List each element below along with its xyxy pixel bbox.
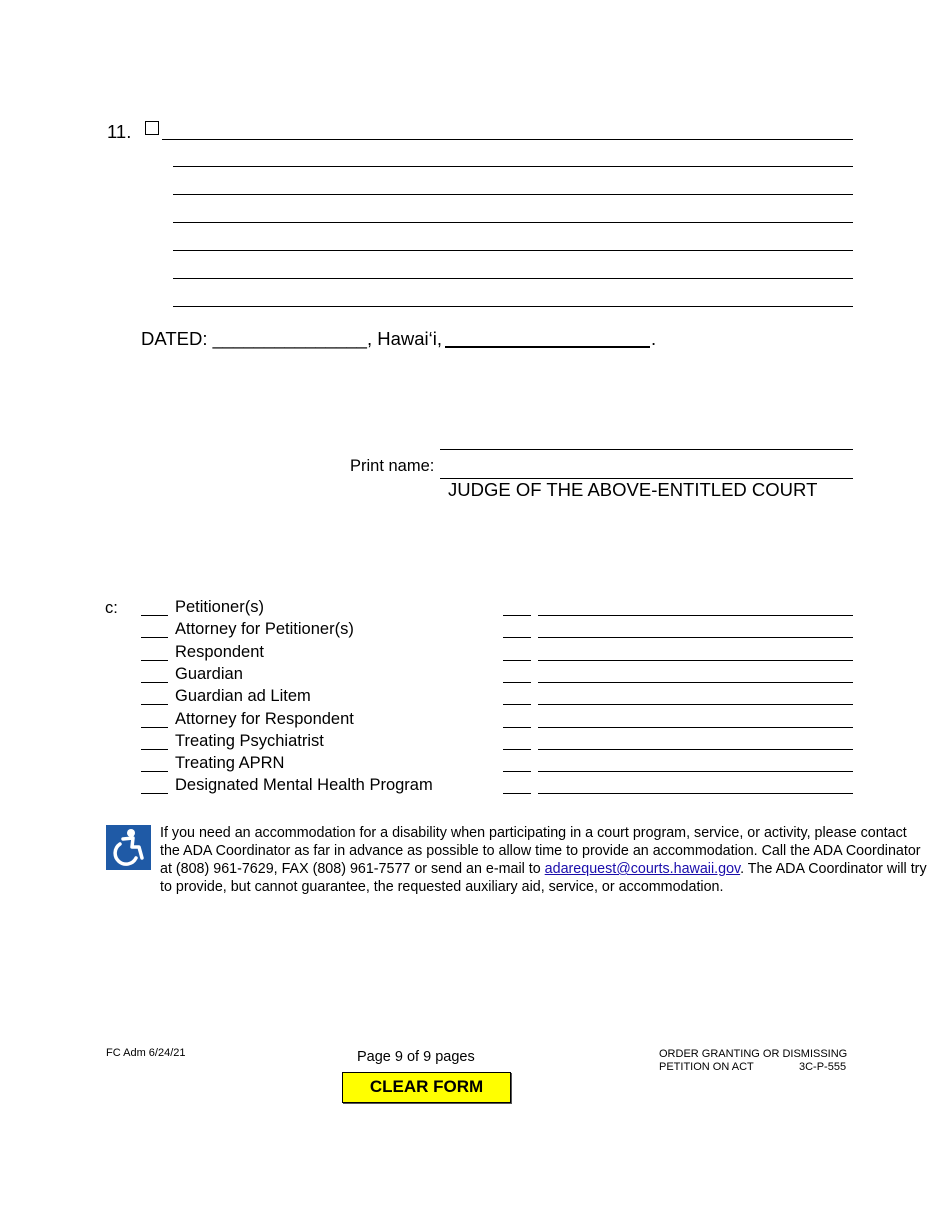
cc-recipient-label: Guardian xyxy=(175,665,243,683)
print-name-label: Print name: xyxy=(350,457,435,475)
cc-check-blank[interactable] xyxy=(141,749,168,750)
cc-detail-field[interactable] xyxy=(538,637,853,638)
dated-date-blank[interactable]: _______________ xyxy=(212,328,367,349)
cc-detail-field[interactable] xyxy=(538,727,853,728)
dated-location: , Hawai‘i, xyxy=(366,328,443,349)
cc-detail-field[interactable] xyxy=(538,660,853,661)
dated-end: . xyxy=(651,328,657,349)
item11-line-2[interactable] xyxy=(173,166,853,167)
clear-form-button[interactable]: CLEAR FORM xyxy=(342,1072,511,1103)
cc-delivery-blank[interactable] xyxy=(503,660,531,661)
cc-detail-field[interactable] xyxy=(538,749,853,750)
item11-line-4[interactable] xyxy=(173,222,853,223)
cc-detail-field[interactable] xyxy=(538,682,853,683)
cc-recipient-label: Respondent xyxy=(175,643,264,661)
cc-delivery-blank[interactable] xyxy=(503,704,531,705)
judge-signature-line[interactable] xyxy=(440,449,853,450)
cc-detail-field[interactable] xyxy=(538,615,853,616)
cc-recipient-label: Treating Psychiatrist xyxy=(175,732,324,750)
doc-title-line1: ORDER GRANTING OR DISMISSING xyxy=(659,1048,848,1060)
cc-check-blank[interactable] xyxy=(141,793,168,794)
doc-title-line2: PETITION ON ACT xyxy=(659,1061,754,1073)
cc-recipient-label: Attorney for Respondent xyxy=(175,710,354,728)
cc-recipient-label: Attorney for Petitioner(s) xyxy=(175,620,354,638)
form-id: FC Adm 6/24/21 xyxy=(106,1047,186,1059)
cc-label: c: xyxy=(105,599,118,617)
cc-check-blank[interactable] xyxy=(141,771,168,772)
item11-checkbox[interactable] xyxy=(145,121,159,135)
doc-code: 3C-P-555 xyxy=(799,1061,847,1073)
page-number: Page 9 of 9 pages xyxy=(357,1049,475,1065)
dated-location-field[interactable] xyxy=(445,346,650,348)
item11-line-3[interactable] xyxy=(173,194,853,195)
cc-delivery-blank[interactable] xyxy=(503,682,531,683)
cc-detail-field[interactable] xyxy=(538,704,853,705)
cc-recipient-label: Designated Mental Health Program xyxy=(175,776,433,794)
cc-delivery-blank[interactable] xyxy=(503,615,531,616)
item11-line-5[interactable] xyxy=(173,250,853,251)
item11-line-7[interactable] xyxy=(173,306,853,307)
ada-email-link[interactable]: adarequest@courts.hawaii.gov xyxy=(544,861,741,877)
cc-check-blank[interactable] xyxy=(141,637,168,638)
cc-check-blank[interactable] xyxy=(141,615,168,616)
cc-delivery-blank[interactable] xyxy=(503,771,531,772)
item11-line-1[interactable] xyxy=(162,139,853,140)
cc-detail-field[interactable] xyxy=(538,793,853,794)
cc-delivery-blank[interactable] xyxy=(503,749,531,750)
judge-title: JUDGE OF THE ABOVE-ENTITLED COURT xyxy=(448,479,818,500)
dated-line xyxy=(141,328,442,350)
item-number: 11. xyxy=(107,121,132,142)
ada-notice xyxy=(160,824,930,896)
item11-line-6[interactable] xyxy=(173,278,853,279)
cc-detail-field[interactable] xyxy=(538,771,853,772)
cc-recipient-label: Guardian ad Litem xyxy=(175,687,311,705)
cc-recipient-label: Treating APRN xyxy=(175,754,285,772)
dated-label: DATED: xyxy=(141,328,208,349)
cc-check-blank[interactable] xyxy=(141,704,168,705)
cc-delivery-blank[interactable] xyxy=(503,793,531,794)
cc-check-blank[interactable] xyxy=(141,660,168,661)
cc-check-blank[interactable] xyxy=(141,727,168,728)
cc-delivery-blank[interactable] xyxy=(503,727,531,728)
ada-text-after: . The ADA Coordinator will try to provide, but cannot guarantee, the requested auxiliary aid, service, or accommodation. xyxy=(160,861,927,895)
ada-text-before: If you need an accommodation for a disability when participating in a court program, service, or activity, please contact the ADA Coordinator as far in advance as possible to allow time to provide an accommodation. Call the ADA Coordinator at (808) 961-7629, FAX (808) 961-7577 or send an e-mail to xyxy=(160,825,921,877)
cc-check-blank[interactable] xyxy=(141,682,168,683)
cc-delivery-blank[interactable] xyxy=(503,637,531,638)
accessibility-icon xyxy=(106,825,151,870)
cc-recipient-label: Petitioner(s) xyxy=(175,598,264,616)
